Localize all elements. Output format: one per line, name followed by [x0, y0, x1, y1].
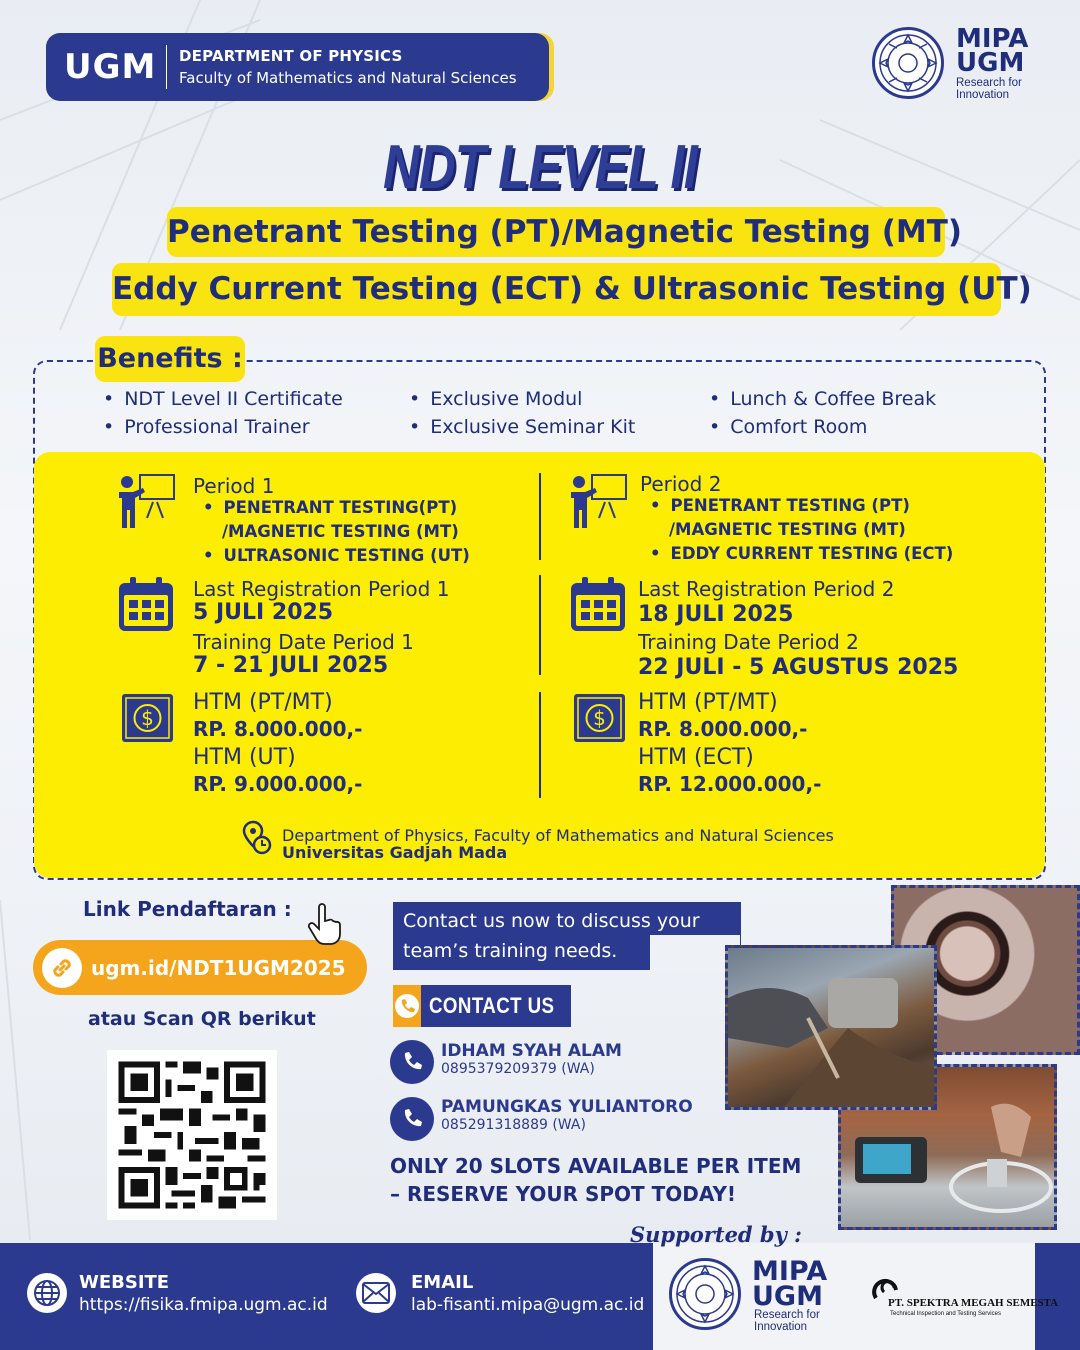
email-link[interactable]: lab-fisanti.mipa@ugm.ac.id: [411, 1295, 645, 1315]
phone-icon: [390, 1040, 434, 1084]
ugm-seal-icon: [872, 27, 944, 99]
benefit-item: • Comfort Room: [709, 416, 867, 438]
supported-by-label: Supported by :: [630, 1222, 802, 1247]
registration-url[interactable]: ugm.id/NDT1UGM2025: [91, 955, 346, 980]
location-university: Universitas Gadjah Mada: [282, 843, 508, 862]
period2-htm2-price: RP. 12.000.000,-: [638, 772, 822, 796]
page-title: NDT LEVEL II: [382, 133, 698, 202]
badge-separator: [166, 45, 167, 89]
contact-name: IDHAM SYAH ALAM: [441, 1041, 622, 1061]
svg-text:$: $: [593, 706, 606, 730]
registration-title: Link Pendaftaran :: [83, 897, 292, 921]
mipa-word: MIPA: [956, 24, 1029, 54]
slots-line1: ONLY 20 SLOTS AVAILABLE PER ITEM: [390, 1154, 802, 1178]
period2-courses: [650, 494, 953, 566]
contact-phone[interactable]: 0895379209379 (WA): [441, 1061, 595, 1077]
email-icon: [356, 1273, 396, 1313]
mipa-ugm-logo: [872, 24, 1052, 102]
period2-train-label: Training Date Period 2: [638, 630, 859, 654]
sponsor-name: PT. SPEKTRA MEGAH SEMESTA: [888, 1297, 1059, 1309]
contact-invitation-line2: team’s training needs.: [403, 940, 618, 962]
registration-qr-code[interactable]: [107, 1050, 277, 1220]
money-icon: [120, 692, 175, 744]
column-divider: [539, 473, 541, 560]
calendar-icon: [117, 575, 175, 633]
benefit-item: • Exclusive Modul: [409, 388, 582, 410]
hand-pointer-icon: [307, 903, 345, 951]
photo-penetrant-testing: [725, 945, 937, 1110]
benefit-item: • Exclusive Seminar Kit: [409, 416, 635, 438]
email-label: EMAIL: [411, 1272, 474, 1293]
period2-title: Period 2: [640, 472, 722, 496]
location-department: Department of Physics, Faculty of Mathematics and Natural Sciences: [282, 826, 834, 845]
period1-htm1-label: HTM (PT/MT): [193, 690, 333, 715]
website-link[interactable]: https://fisika.fmipa.ugm.ac.id: [79, 1295, 328, 1315]
tagline-innovation: Innovation: [956, 89, 1010, 101]
presentation-icon: [117, 472, 177, 530]
sponsor-tagline-research: Research for: [754, 1309, 820, 1321]
slots-line2: – RESERVE YOUR SPOT TODAY!: [390, 1182, 737, 1206]
location-icon: [242, 820, 272, 856]
phone-icon: [393, 985, 421, 1027]
ugm-logo: UGM: [64, 47, 157, 87]
benefit-item: • Lunch & Coffee Break: [709, 388, 936, 410]
period2-reg-date: 18 JULI 2025: [638, 602, 794, 627]
period1-reg-label: Last Registration Period 1: [193, 577, 450, 601]
benefits-label: Benefits :: [95, 336, 245, 382]
period1-htm1-price: RP. 8.000.000,-: [193, 717, 363, 741]
period1-title: Period 1: [193, 474, 275, 498]
sponsor-tagline: Technical Inspection and Testing Services: [890, 1311, 1001, 1317]
department-name: DEPARTMENT OF PHYSICS: [179, 47, 403, 65]
globe-icon: [27, 1273, 67, 1313]
sponsor-mipa-word: MIPA: [752, 1256, 828, 1287]
sponsor-ugm-word: UGM: [752, 1281, 823, 1312]
department-text: [179, 47, 517, 87]
period2-course-mt: /MAGNETIC TESTING (MT): [669, 520, 906, 539]
scan-qr-label: atau Scan QR berikut: [88, 1008, 316, 1030]
period2-reg-label: Last Registration Period 2: [638, 577, 895, 601]
benefit-item: • Professional Trainer: [103, 416, 310, 438]
sponsor-tagline-innovation: Innovation: [754, 1321, 808, 1333]
period1-htm2-price: RP. 9.000.000,-: [193, 772, 363, 796]
svg-text:$: $: [141, 706, 154, 730]
calendar-icon: [569, 575, 627, 633]
period2-htm1-label: HTM (PT/MT): [638, 690, 778, 715]
period2-htm1-price: RP. 8.000.000,-: [638, 717, 808, 741]
subtitle-ect-ut: Eddy Current Testing (ECT) & Ultrasonic Testing (UT): [112, 263, 1001, 316]
contact-us-text: CONTACT US: [429, 993, 555, 1018]
benefit-item: • NDT Level II Certificate: [103, 388, 343, 410]
website-label: WEBSITE: [79, 1272, 170, 1293]
money-icon: [572, 692, 627, 744]
slots-notice: [390, 1152, 801, 1208]
period2-course-pt: • PENETRANT TESTING (PT): [650, 494, 953, 518]
phone-icon: [390, 1097, 434, 1141]
period1-train-date: 7 - 21 JULI 2025: [193, 653, 389, 678]
ugm-seal-icon: [669, 1258, 741, 1330]
subtitle-pt-mt: Penetrant Testing (PT)/Magnetic Testing (MT): [167, 207, 945, 257]
department-badge: [46, 33, 549, 101]
presentation-icon: [569, 472, 629, 530]
period2-train-date: 22 JULI - 5 AGUSTUS 2025: [638, 655, 959, 680]
column-divider: [539, 692, 541, 798]
faculty-name: Faculty of Mathematics and Natural Sciences: [179, 69, 517, 87]
tagline-research: Research for: [956, 77, 1022, 89]
period1-reg-date: 5 JULI 2025: [193, 600, 334, 625]
period2-course-ect: • EDDY CURRENT TESTING (ECT): [650, 542, 953, 566]
period1-train-label: Training Date Period 1: [193, 630, 414, 654]
ugm-word: UGM: [956, 48, 1025, 78]
contact-us-label: [393, 985, 571, 1027]
contact-invitation-line1: Contact us now to discuss your: [403, 910, 700, 932]
contact-phone[interactable]: 085291318889 (WA): [441, 1117, 586, 1133]
link-icon: [42, 948, 82, 988]
contact-name: PAMUNGKAS YULIANTORO: [441, 1097, 693, 1117]
period1-courses: [203, 496, 470, 568]
period1-course-ut: • ULTRASONIC TESTING (UT): [203, 544, 470, 568]
period1-htm2-label: HTM (UT): [193, 745, 296, 770]
period1-course-pt: • PENETRANT TESTING(PT): [203, 496, 470, 520]
period1-course-mt: /MAGNETIC TESTING (MT): [222, 522, 459, 541]
period2-htm2-label: HTM (ECT): [638, 745, 754, 770]
column-divider: [539, 575, 541, 675]
